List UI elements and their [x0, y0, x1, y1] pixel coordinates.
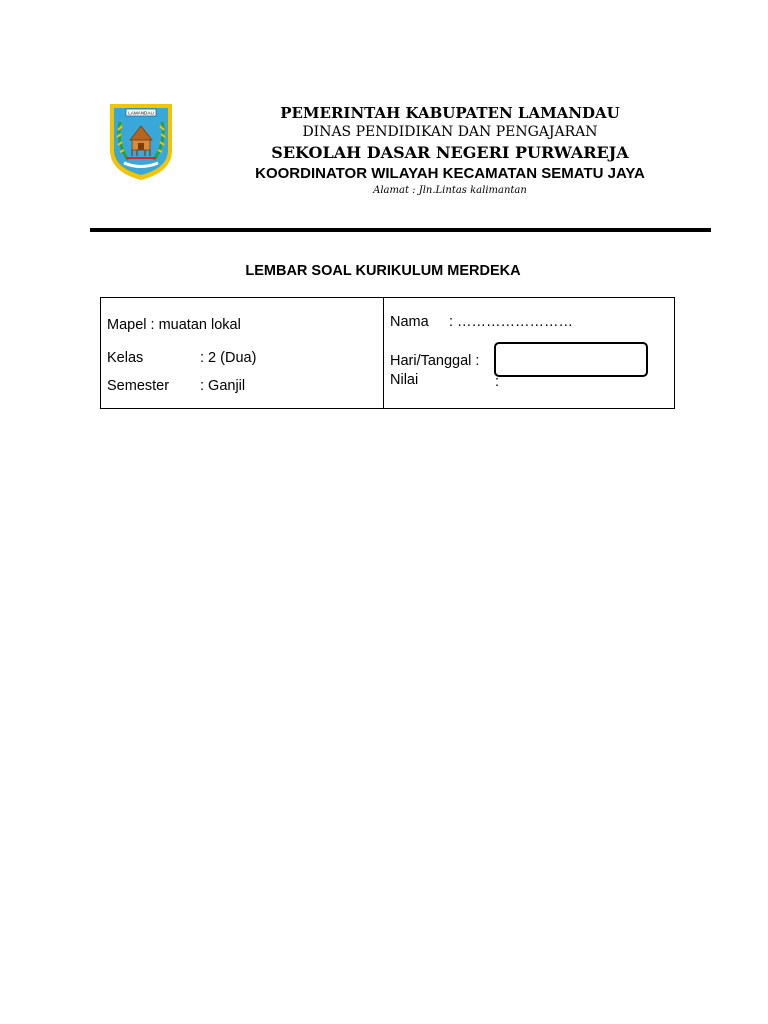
letterhead-rule	[90, 228, 711, 232]
svg-text:LAMANDAU: LAMANDAU	[128, 110, 154, 116]
semester-value: : Ganjil	[200, 378, 246, 394]
nilai-label: Nilai	[390, 372, 419, 388]
hari-tanggal-label: Hari/Tanggal :	[390, 353, 480, 369]
document-title: LEMBAR SOAL KURIKULUM MERDEKA	[245, 263, 521, 279]
kelas-label: Kelas	[107, 350, 144, 366]
mapel-text: Mapel : muatan lokal	[107, 317, 241, 333]
student-info-box	[100, 297, 675, 409]
school-heading: SEKOLAH DASAR NEGERI PURWAREJA	[271, 143, 629, 162]
date-field[interactable]	[494, 342, 648, 377]
column-divider	[383, 298, 384, 408]
coordinator-heading: KOORDINATOR WILAYAH KECAMATAN SEMATU JAYA	[255, 165, 645, 182]
government-heading: PEMERINTAH KABUPATEN LAMANDAU	[280, 104, 620, 122]
semester-label: Semester	[107, 378, 170, 394]
department-heading: DINAS PENDIDIKAN DAN PENGAJARAN	[302, 124, 598, 140]
nama-value: : ……………………	[449, 314, 574, 330]
nama-label: Nama	[390, 314, 429, 330]
kelas-value: : 2 (Dua)	[200, 350, 257, 366]
address-line: Alamat : Jln.Lintas kalimantan	[373, 185, 527, 196]
nilai-colon: :	[495, 374, 500, 390]
regency-crest-icon	[104, 100, 178, 182]
